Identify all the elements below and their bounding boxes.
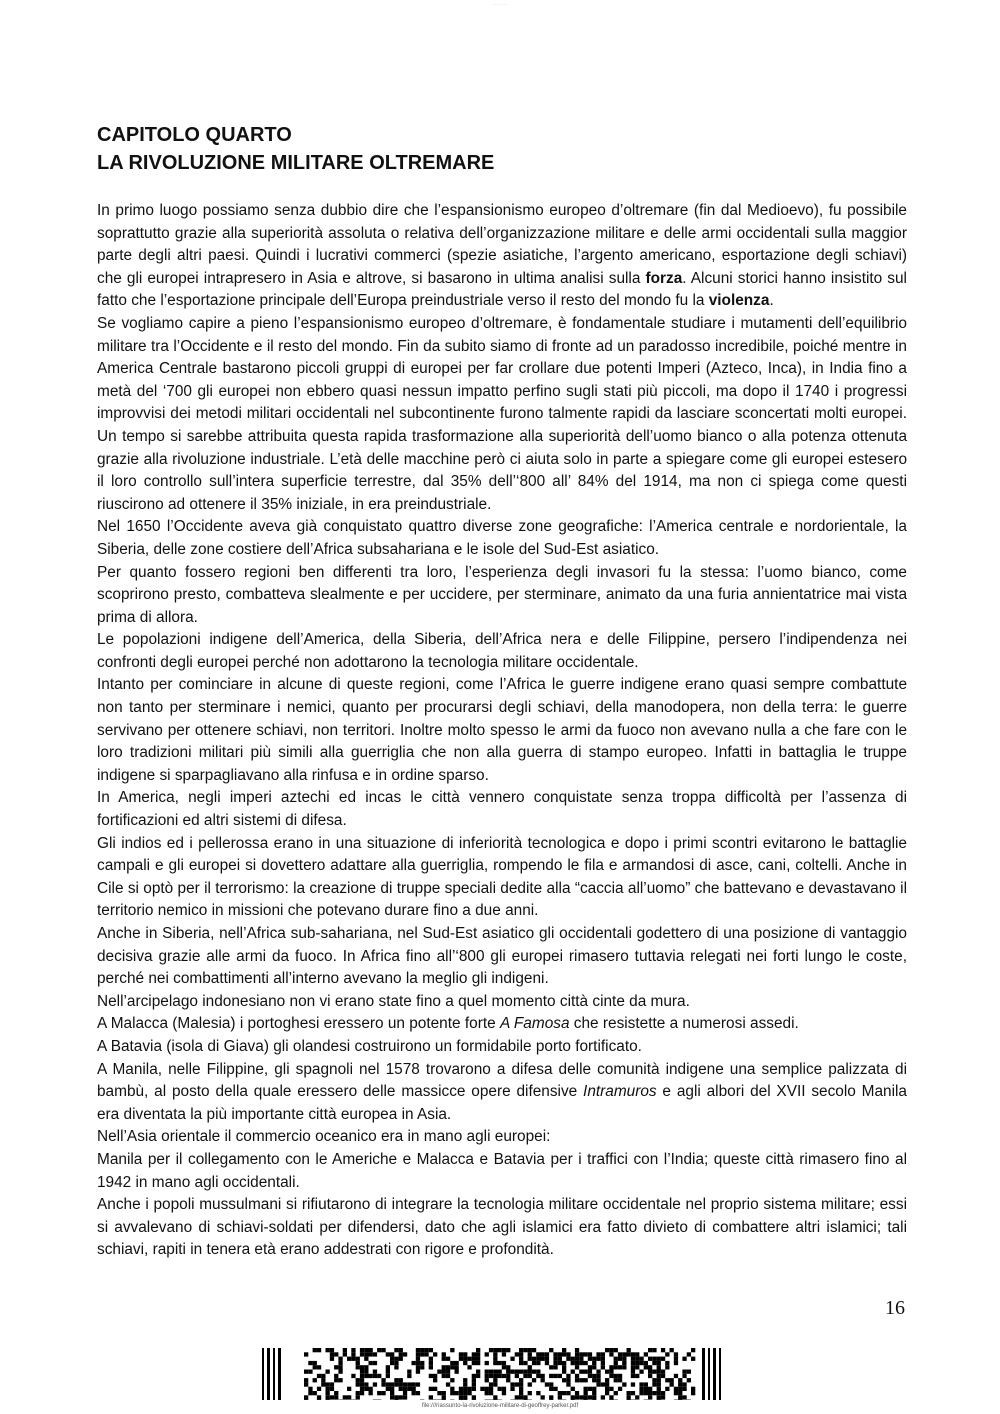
footer-url: file:///riassunto-la-rivoluzione-militare-di-geoffrey-parker.pdf <box>421 1403 579 1409</box>
page-number: 16 <box>885 1297 905 1319</box>
italic-term: Intramuros <box>583 1083 657 1101</box>
chapter-number: CAPITOLO QUARTO <box>97 124 292 146</box>
top-mark: ··· ····· <box>492 2 508 8</box>
paragraph: Nell’Asia orientale il commercio oceanico era in mano agli europei: <box>97 1128 551 1146</box>
body-text <box>97 200 907 1262</box>
barcode-image <box>262 1348 732 1400</box>
chapter-title: LA RIVOLUZIONE MILITARE OLTREMARE <box>97 152 495 174</box>
bold-term: violenza <box>708 292 770 310</box>
paragraph: Anche i popoli mussulmani si rifiutarono di integrare la tecnologia militare occidentale nel proprio sistema militare; essi si avvalevano di schiavi-soldati per difendersi, dato che agli islamici era fatto divieto di combattere altri islamici; tali schiavi, rapiti in tenera età erano addestrati con rigore e profondità. <box>97 1196 907 1259</box>
paragraph: Nell’arcipelago indonesiano non vi erano state fino a quel momento città cinte da mura. <box>97 992 690 1010</box>
paragraph: Manila per il collegamento con le Americhe e Malacca e Batavia per i traffici con l’India; queste città rimasero fino al 1942 in mano agli occidentali. <box>97 1150 907 1191</box>
paragraph: Per quanto fossero regioni ben differenti tra loro, l’esperienza degli invasori fu la stessa: l’uomo bianco, come scoprirono presto, combatteva slealmente e per uccidere, per sterminare, animato da una furia annientatrice mai vista prima di allora. <box>97 563 907 626</box>
paragraph: Anche in Siberia, nell’Africa sub-sahariana, nel Sud-Est asiatico gli occidentali godettero di una posizione di vantaggio decisiva grazie alle armi da fuoco. In Africa fino all’‘800 gli europei rimasero tuttavia relegati nei forti lungo le coste, perché nei combattimenti all’interno avevano la meglio gli indigeni. <box>97 925 907 988</box>
italic-term: A Famosa <box>499 1015 570 1033</box>
bold-term: forza <box>645 269 683 287</box>
paragraph: In America, negli imperi aztechi ed incas le città vennero conquistate senza troppa difficoltà per l’assenza di fortificazioni ed altri sistemi di difesa. <box>97 789 907 830</box>
paragraph: Le popolazioni indigene dell’America, della Siberia, dell’Africa nera e delle Filippine, persero l’indipendenza nei confronti degli europei perché non adottarono la tecnologia militare occidentale. <box>97 631 907 671</box>
paragraph: Nel 1650 l’Occidente aveva già conquistato quattro diverse zone geografiche: l’America centrale e nordorientale, la Siberia, delle zone costiere dell’Africa subsahariana e le isole del Sud-Est asiatico. <box>97 518 907 558</box>
chapter-heading <box>97 121 907 177</box>
paragraph: A Batavia (isola di Giava) gli olandesi costruirono un formidabile porto fortificato. <box>97 1037 642 1055</box>
paragraph: Intanto per cominciare in alcune di queste regioni, come l’Africa le guerre indigene erano quasi sempre combattute non tanto per sterminare i nemici, quanto per procurarsi degli schiavi, della manodopera, non della terra: le guerre servivano per ottenere schiavi, non territori. Inoltre molto spesso le armi da fuoco non avevano nulla a che fare con le loro tradizioni militari più simili alla guerriglia che non alla guerra di stampo europeo. Infatti in battaglia le truppe indigene si sparpagliavano alla rinfusa e in ordine sparso. <box>97 676 907 784</box>
paragraph: In primo luogo possiamo senza dubbio dire che l’espansionismo europeo d’oltremare (fin dal Medioevo), fu possibile soprattutto grazie alla superiorità assoluta o relativa dell’organizzazione militare e delle armi occidentali sulla maggior parte degli altri paesi. Quindi i lucrativi commerci (spezie asiatiche, l’argento americano, esportazione degli schiavi) che gli europei intrapresero in Asia e altrove, si basarono in ultima analisi sulla forza. Alcuni storici hanno insistito sul fatto che l’esportazione principale dell’Europa preindustriale verso il resto del mondo fu la violenza. <box>97 202 907 310</box>
paragraph: Se vogliamo capire a pieno l’espansionismo europeo d’oltremare, è fondamentale studiare i mutamenti dell’equilibrio militare tra l’Occidente e il resto del mondo. Fin da subito siamo di fronte ad un paradosso incredibile, poiché mentre in America Centrale bastarono piccoli gruppi di europei per far crollare due potenti Imperi (Azteco, Inca), in India fino a metà del ‘700 gli europei non ebbero quasi nessun impatto perfino sugli stati più piccoli, ma dopo il 1740 i progressi improvvisi dei metodi militari occidentali nel subcontinente furono talmente rapidi da lasciare sconcertati molti europei. Un tempo si sarebbe attribuita questa rapida trasformazione alla superiorità dell’uomo bianco o alla potenza ottenuta grazie alla rivoluzione industriale. L’età delle macchine però ci aiuta solo in parte a spiegare come gli europei estesero il loro controllo sull’intera superficie terrestre, dal 35% dell’‘800 all’ 84% del 1914, ma non ci spiega come questi riuscirono ad ottenere il 35% iniziale, in era preindustriale. <box>97 314 907 513</box>
paragraph: Gli indios ed i pellerossa erano in una situazione di inferiorità tecnologica e dopo i primi scontri evitarono le battaglie campali e gli europei si dovettero adattare alla guerriglia, rompendo le fila e armandosi di asce, cani, coltelli. Anche in Cile si optò per il terrorismo: la creazione di truppe speciali dedite alla “caccia all’uomo” che battevano e devastavano il territorio nemico in missioni che potevano durare fino a due anni. <box>97 834 907 920</box>
paragraph: A Manila, nelle Filippine, gli spagnoli nel 1578 trovarono a difesa delle comunità indigene una semplice palizzata di bambù, al posto della quale eressero delle massicce opere difensive Intramuros e agli albori del XVII secolo Manila era diventata la più importante città europea in Asia. <box>97 1060 907 1123</box>
paragraph: A Malacca (Malesia) i portoghesi eressero un potente forte A Famosa che resistette a numerosi assedi. <box>97 1015 799 1033</box>
